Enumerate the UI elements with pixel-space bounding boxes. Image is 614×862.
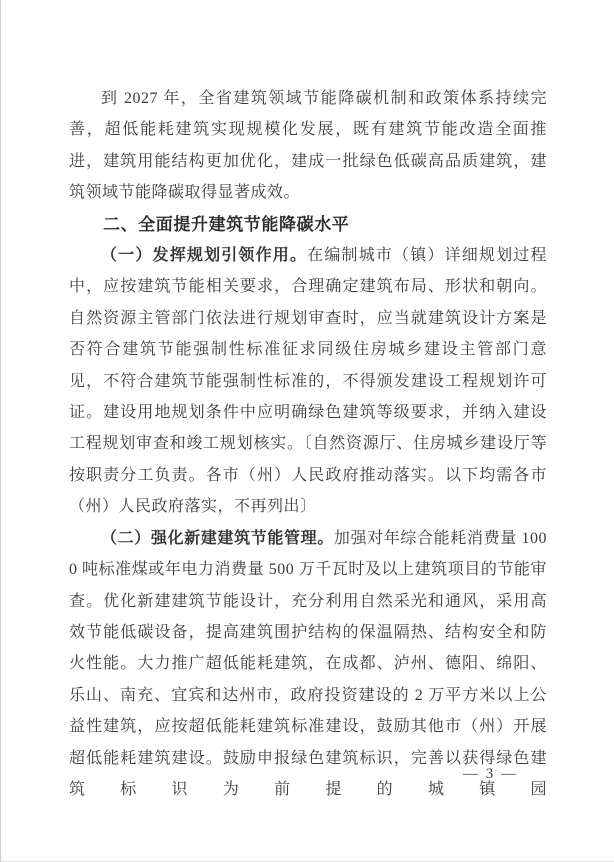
paragraph-item-2-lead: （二）强化新建建筑节能管理。 xyxy=(101,529,334,547)
paragraph-item-2-body: 加强对年综合能耗消费量 1000 吨标准煤或年电力消费量 500 万千瓦时及以上建筑项目的节能审查。优化新建建筑节能设计，充分利用自然采光和通风，采用高效节能低碳设备，提高建筑围护结构的保温隔热、结构安全和防火性能。大力推广超低能耗建筑，在成都、泸州、德阳、绵阳、乐山、南充、宜宾和达州市，政府投资建设的 2 万平方米以上公益性建筑，应按超低能耗建筑标准建设，鼓励其他市（州）开展超低能耗建筑建设。鼓励申报绿色建筑标识，完善以获得绿色建筑标识为前提的城镇园 xyxy=(69,529,547,798)
paragraph-item-2 xyxy=(69,523,547,806)
document-content xyxy=(69,83,547,805)
paragraph-item-1 xyxy=(69,240,547,523)
section-heading-2: 二、全面提升建筑节能降碳水平 xyxy=(103,214,350,234)
page-number: — 3 — xyxy=(463,766,518,782)
paragraph-2027-goals: 到 2027 年，全省建筑领域节能降碳机制和政策体系持续完善，超低能耗建筑实现规模化发展，既有建筑节能改造全面推进，建筑用能结构更加优化，建成一批绿色低碳高品质建筑，建筑领域节能降碳取得显著成效。 xyxy=(69,90,547,202)
paragraph-item-1-body: 在编制城市（镇）详细规划过程中，应按建筑节能相关要求，合理确定建筑布局、形状和朝向。自然资源主管部门依法进行规划审查时，应当就建筑设计方案是否符合建筑节能强制性标准征求同级住房城乡建设主管部门意见，不符合建筑节能强制性标准的，不得颁发建设工程规划许可证。建设用地规划条件中应明确绿色建筑等级要求，并纳入建设工程规划审查和竣工规划核实。〔自然资源厅、住房城乡建设厅等按职责分工负责。各市（州）人民政府推动落实。以下均需各市（州）人民政府落实，不再列出〕 xyxy=(69,247,547,516)
paragraph-item-1-lead: （一）发挥规划引领作用。 xyxy=(101,247,308,265)
